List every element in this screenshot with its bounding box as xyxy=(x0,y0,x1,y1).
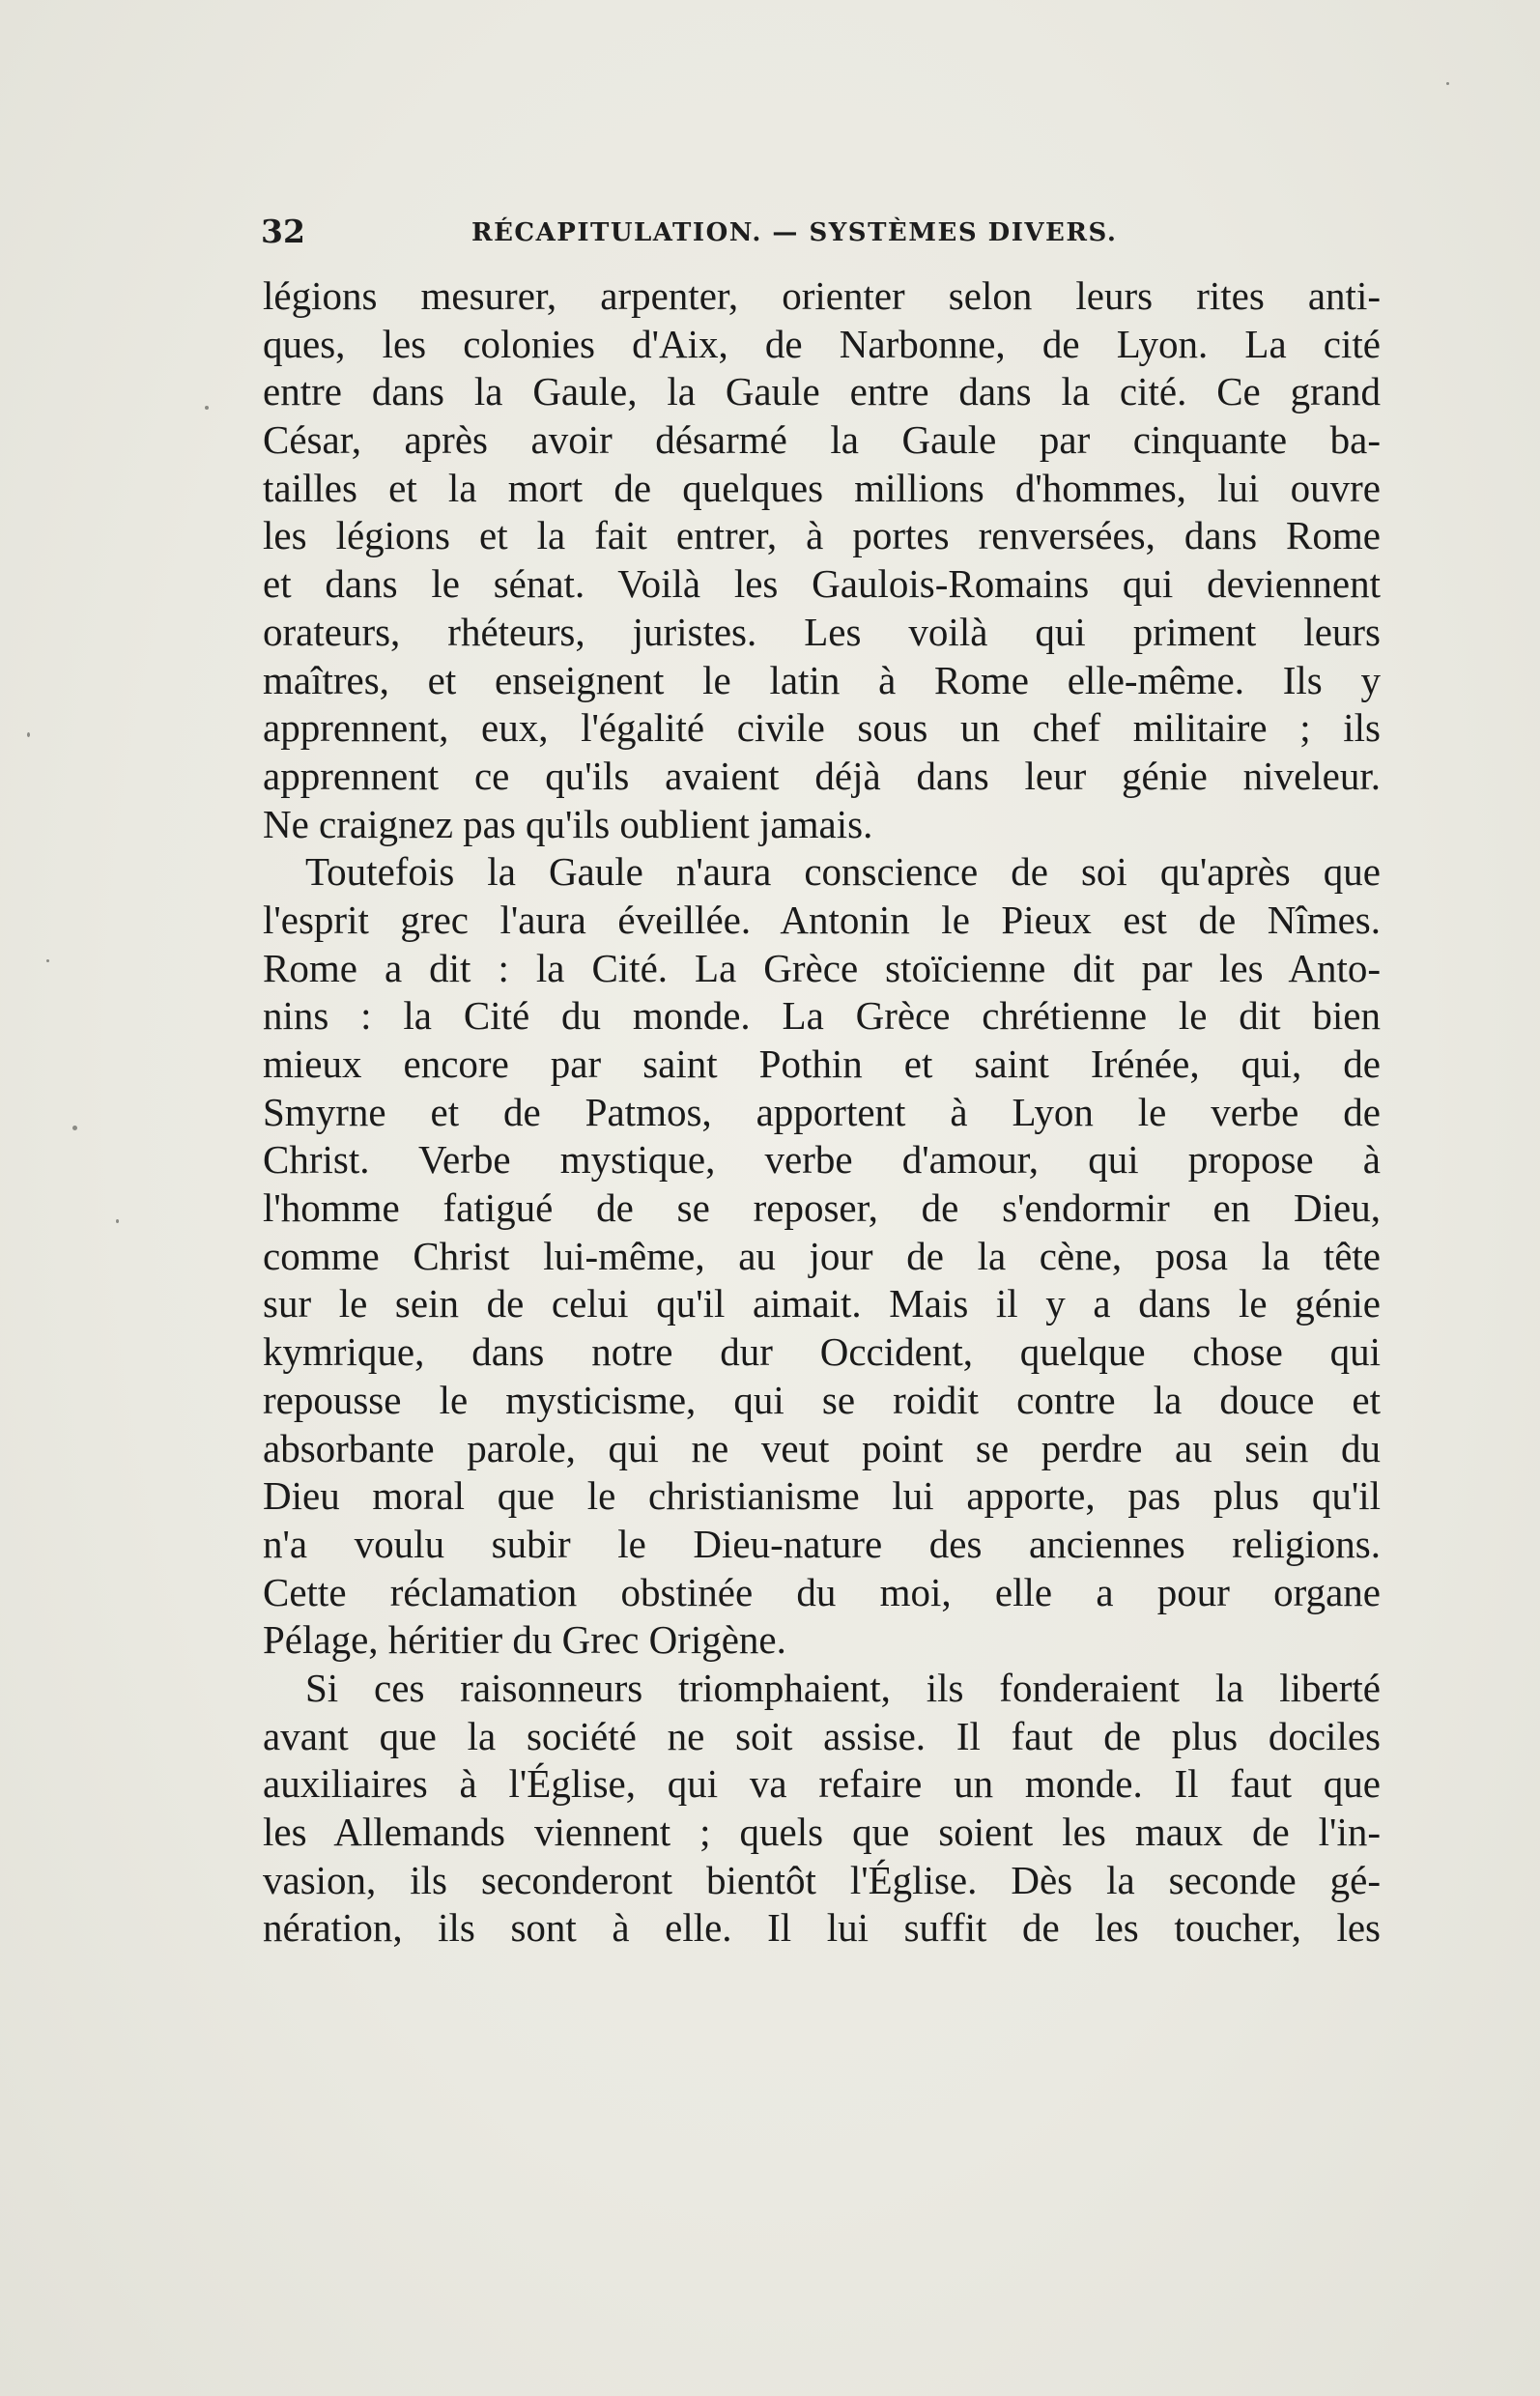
paragraph-start-line: Si ces raisonneurs triomphaient, ils fonderaient la liberté xyxy=(305,1665,1381,1710)
text-line: l'esprit grec l'aura éveillée. Antonin le Pieux est de Nîmes. xyxy=(263,897,1381,942)
text-line: orateurs, rhéteurs, juristes. Les voilà qui priment leurs xyxy=(263,609,1381,654)
text-line: et dans le sénat. Voilà les Gaulois-Romains qui deviennent xyxy=(263,561,1381,607)
body-text xyxy=(263,272,1381,1953)
page-header xyxy=(261,213,1227,261)
text-line: absorbante parole, qui ne veut point se perdre au sein du xyxy=(263,1425,1381,1470)
paper-speck xyxy=(27,732,30,737)
paper-speck xyxy=(72,1126,77,1130)
text-line: Pélage, héritier du Grec Origène. xyxy=(263,1617,786,1663)
text-line: Christ. Verbe mystique, verbe d'amour, qui propose à xyxy=(263,1137,1381,1183)
text-line: comme Christ lui-même, au jour de la cène, posa la tête xyxy=(263,1233,1381,1278)
text-line: mieux encore par saint Pothin et saint Irénée, qui, de xyxy=(263,1041,1381,1086)
text-line: nération, ils sont à elle. Il lui suffit de les toucher, les xyxy=(263,1905,1381,1951)
text-line: tailles et la mort de quelques millions d'hommes, lui ouvre xyxy=(263,465,1381,510)
text-line: repousse le mysticisme, qui se roidit contre la douce et xyxy=(263,1377,1381,1422)
text-line: Rome a dit : la Cité. La Grèce stoïcienne dit par les Anto- xyxy=(263,945,1381,990)
text-line: avant que la société ne soit assise. Il faut de plus dociles xyxy=(263,1713,1381,1758)
text-line: auxiliaires à l'Église, qui va refaire un monde. Il faut que xyxy=(263,1761,1381,1807)
text-line: kymrique, dans notre dur Occident, quelque chose qui xyxy=(263,1329,1381,1375)
text-line: vasion, ils seconderont bientôt l'Église. Dès la seconde gé- xyxy=(263,1857,1381,1902)
text-line: légions mesurer, arpenter, orienter selon leurs rites anti- xyxy=(263,273,1381,318)
text-line: n'a voulu subir le Dieu-nature des anciennes religions. xyxy=(263,1521,1381,1566)
text-line: les légions et la fait entrer, à portes renversées, dans Rome xyxy=(263,513,1381,558)
text-line: Ne craignez pas qu'ils oublient jamais. xyxy=(263,801,873,846)
text-line: entre dans la Gaule, la Gaule entre dans la cité. Ce grand xyxy=(263,369,1381,414)
text-line: ques, les colonies d'Aix, de Narbonne, de Lyon. La cité xyxy=(263,321,1381,366)
text-line: sur le sein de celui qu'il aimait. Mais il y a dans le génie xyxy=(263,1281,1381,1326)
paper-speck xyxy=(46,959,49,962)
text-line: Dieu moral que le christianisme lui apporte, pas plus qu'il xyxy=(263,1473,1381,1519)
text-line: apprennent ce qu'ils avaient déjà dans leur génie niveleur. xyxy=(263,753,1381,798)
text-line: les Allemands viennent ; quels que soient les maux de l'in- xyxy=(263,1810,1381,1854)
text-line: l'homme fatigué de se reposer, de s'endormir en Dieu, xyxy=(263,1185,1381,1231)
paper-speck xyxy=(116,1219,119,1223)
paper-speck xyxy=(205,406,209,410)
text-line: apprennent, eux, l'égalité civile sous un chef militaire ; ils xyxy=(263,705,1381,751)
paragraph-start-line: Toutefois la Gaule n'aura conscience de soi qu'après que xyxy=(305,849,1381,895)
page-number: 32 xyxy=(261,213,305,250)
running-head: RÉCAPITULATION. — SYSTÈMES DIVERS. xyxy=(471,218,1118,247)
text-line: nins : la Cité du monde. La Grèce chrétienne le dit bien xyxy=(263,993,1381,1039)
text-line: maîtres, et enseignent le latin à Rome elle-même. Ils y xyxy=(263,657,1381,702)
paper-speck xyxy=(1446,82,1449,85)
text-line: Cette réclamation obstinée du moi, elle a pour organe xyxy=(263,1569,1381,1614)
text-line: Smyrne et de Patmos, apportent à Lyon le verbe de xyxy=(263,1089,1381,1134)
text-line: César, après avoir désarmé la Gaule par cinquante ba- xyxy=(263,417,1381,463)
